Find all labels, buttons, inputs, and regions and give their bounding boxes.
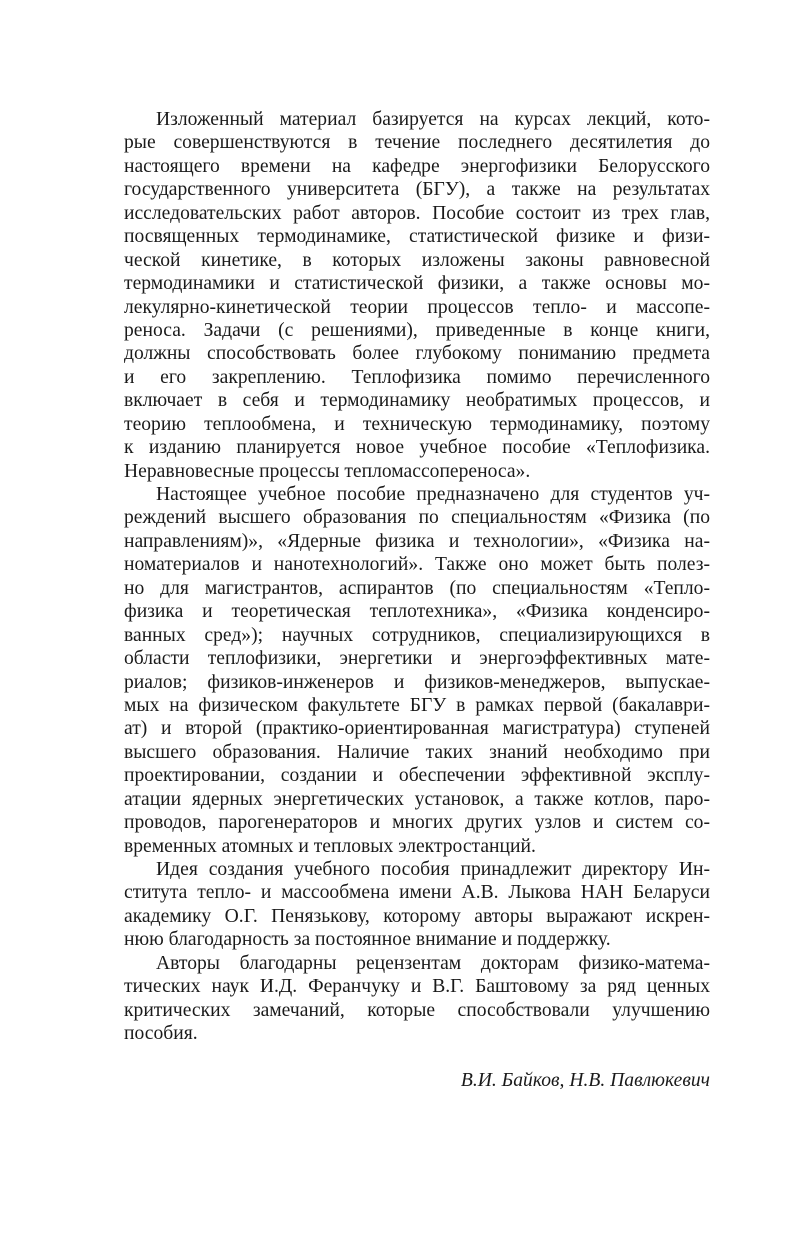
text-line: Авторы благодарны рецензентам докторам физико-матема-: [156, 952, 710, 974]
text-line: посвященных термодинамике, статистической физике и физи-: [124, 226, 710, 248]
text-line: теорию теплообмена, и техническую термодинамику, поэтому: [124, 413, 710, 435]
text-line: номатериалов и нанотехнологий». Также оно может быть полез-: [124, 554, 710, 576]
text-line: риалов; физиков-инженеров и физиков-менеджеров, выпускае-: [124, 671, 710, 693]
text-line: академику О.Г. Пенязькову, которому авторы выражают искрен-: [124, 905, 710, 927]
text-line: Идея создания учебного пособия принадлежит директору Ин-: [156, 859, 710, 880]
text-line: но для магистрантов, аспирантов (по специальностям «Тепло-: [124, 577, 710, 599]
text-line: ат) и второй (практико-ориентированная магистратура) ступеней: [124, 718, 710, 740]
text-line: ванных сред»); научных сотрудников, специализирующихся в: [124, 624, 710, 646]
text-line: Неравновесные процессы тепломассопереноса».: [124, 460, 531, 482]
text-line: лекулярно-кинетической теории процессов тепло- и массопе-: [124, 296, 710, 318]
text-line: термодинамики и статистической физики, а также основы мо-: [124, 273, 710, 295]
text-line: рые совершенствуются в течение последнего десятилетия до: [124, 132, 710, 154]
text-line: мых на физическом факультете БГУ в рамках первой (бакалаври-: [124, 694, 710, 716]
paragraph: [124, 483, 710, 858]
body-text: [124, 108, 710, 1046]
text-line: реноса. Задачи (с решениями), приведенные в конце книги,: [124, 319, 710, 341]
text-line: направлениям)», «Ядерные физика и технологии», «Физика на-: [124, 530, 710, 552]
text-line: государственного университета (БГУ), а также на результатах: [124, 179, 710, 201]
text-line: области теплофизики, энергетики и энергоэффективных мате-: [124, 648, 710, 670]
text-line: ститута тепло- и массообмена имени А.В. Лыкова НАН Беларуси: [124, 882, 710, 904]
text-line: проектировании, создании и обеспечении эффективной эксплу-: [124, 765, 710, 787]
text-line: Изложенный материал базируется на курсах лекций, кото-: [156, 109, 710, 130]
text-line: проводов, парогенераторов и многих других узлов и систем со-: [124, 812, 710, 834]
text-line: и его закреплению. Теплофизика помимо перечисленного: [124, 366, 710, 388]
paragraph: [124, 108, 710, 483]
text-line: высшего образования. Наличие таких знаний необходимо при: [124, 741, 710, 763]
paragraph: [124, 858, 710, 952]
text-line: должны способствовать более глубокому пониманию предмета: [124, 343, 710, 365]
text-line: нюю благодарность за постоянное внимание и поддержку.: [124, 929, 611, 951]
paragraph: [124, 952, 710, 1046]
authors-signature: В.И. Байков, Н.В. Павлюкевич: [460, 1070, 710, 1091]
text-line: Настоящее учебное пособие предназначено для студентов уч-: [156, 484, 710, 505]
text-line: атации ядерных энергетических установок, а также котлов, паро-: [124, 788, 710, 810]
text-line: критических замечаний, которые способствовали улучшению: [124, 999, 710, 1021]
text-line: тических наук И.Д. Феранчуку и В.Г. Баштовому за ряд ценных: [124, 976, 710, 998]
text-line: включает в себя и термодинамику необратимых процессов, и: [124, 390, 710, 412]
text-line: ческой кинетике, в которых изложены законы равновесной: [124, 249, 710, 271]
text-line: к изданию планируется новое учебное пособие «Теплофизика.: [124, 437, 710, 459]
text-line: временных атомных и тепловых электростанций.: [124, 835, 536, 857]
text-line: реждений высшего образования по специальностям «Физика (по: [124, 507, 710, 529]
text-line: настоящего времени на кафедре энергофизики Белорусского: [124, 155, 710, 177]
text-line: исследовательских работ авторов. Пособие состоит из трех глав,: [124, 202, 710, 224]
text-line: пособия.: [124, 1023, 198, 1045]
text-line: физика и теоретическая теплотехника», «Физика конденсиро-: [124, 601, 710, 623]
